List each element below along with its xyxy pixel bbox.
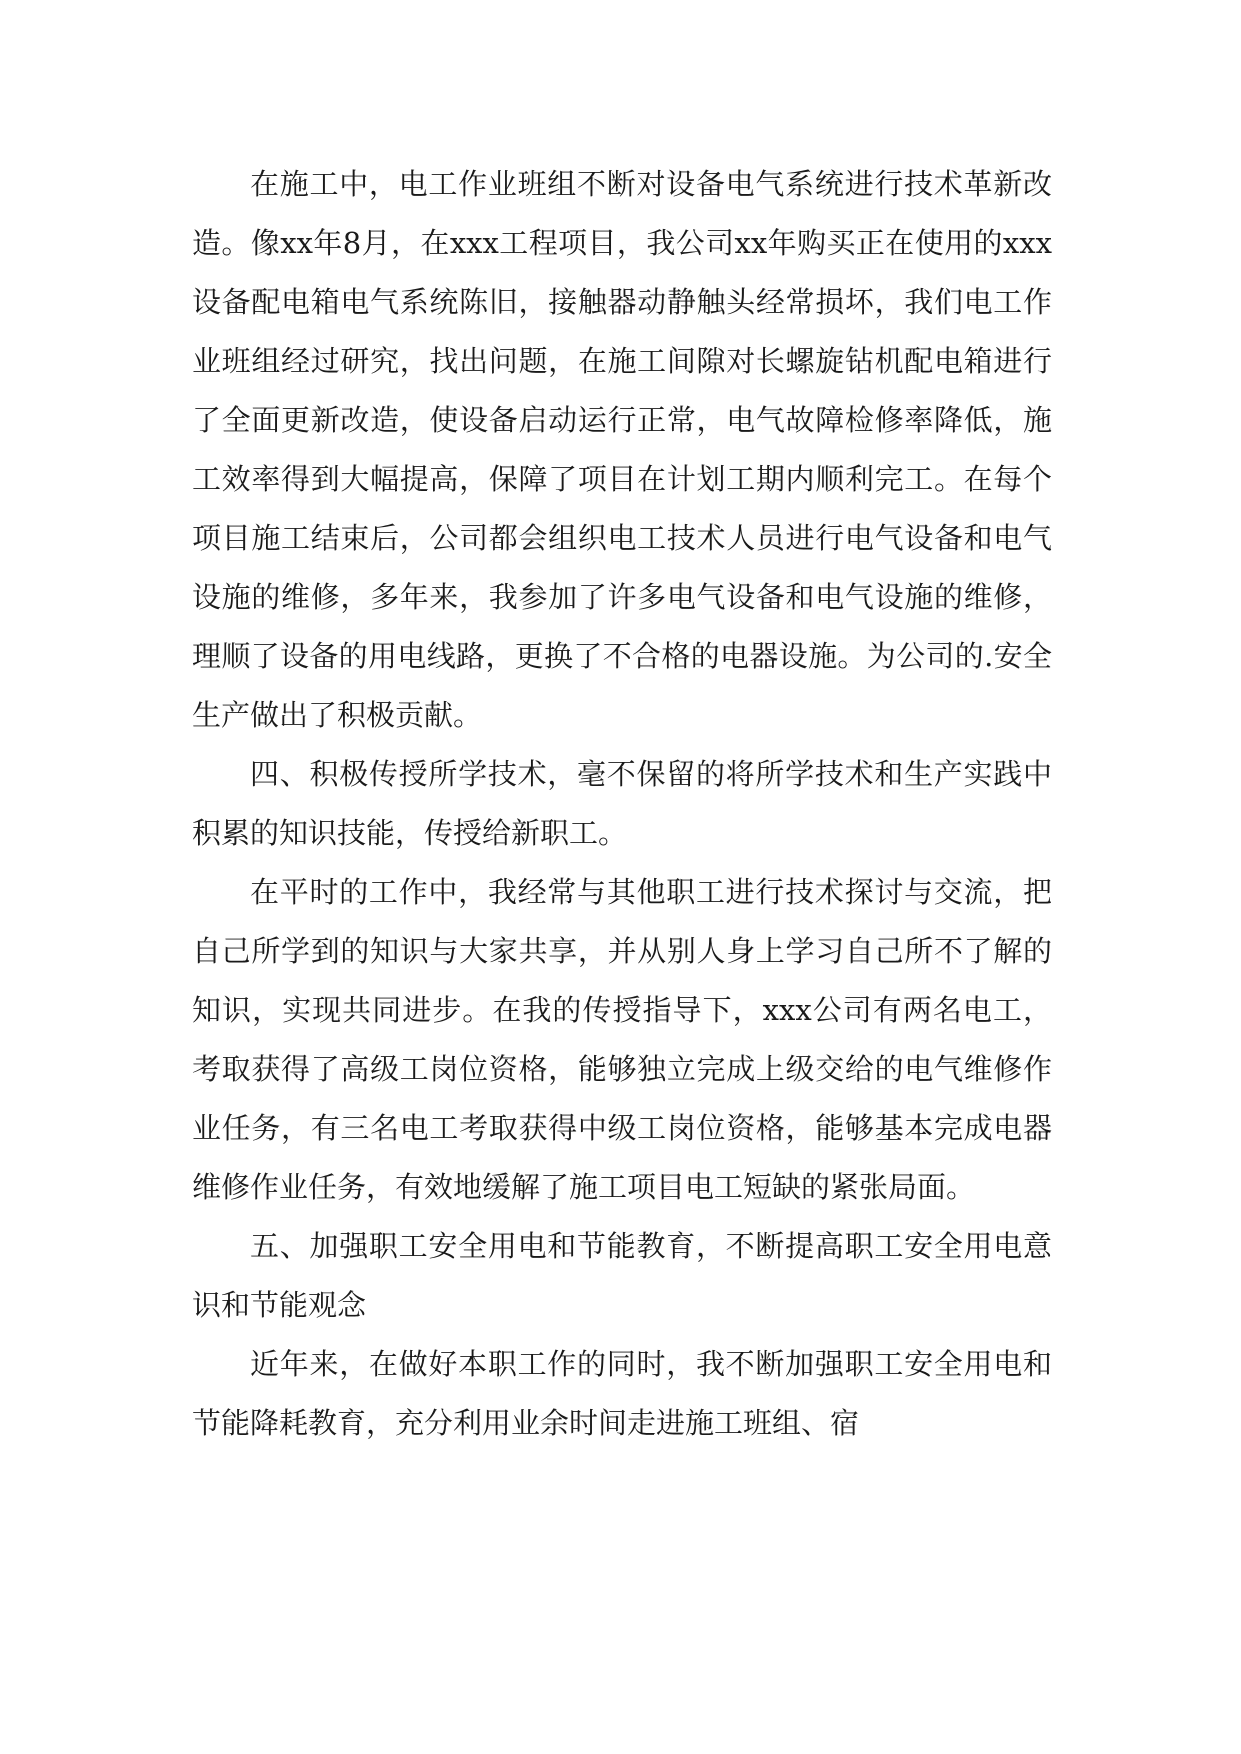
paragraph-knowledge-sharing: 在平时的工作中，我经常与其他职工进行技术探讨与交流，把自己所学到的知识与大家共享，并从别人身上学习自己所不了解的知识，实现共同进步。在我的传授指导下，xxx公司有两名电工，考取获得了高级工岗位资格，能够独立完成上级交给的电气维修作业任务，有三名电工考取获得中级工岗位资格，能够基本完成电器维修作业任务，有效地缓解了施工项目电工短缺的紧张局面。 xyxy=(192,875,1052,1204)
paragraph-safety-education: 近年来，在做好本职工作的同时，我不断加强职工安全用电和节能降耗教育，充分利用业余时间走进施工班组、宿 xyxy=(192,1347,1052,1440)
paragraph-technical-renovation: 在施工中，电工作业班组不断对设备电气系统进行技术革新改造。像xx年8月，在xxx工程项目，我公司xx年购买正在使用的xxx设备配电箱电气系统陈旧，接触器动静触头经常损坏，我们电工作业班组经过研究，找出问题，在施工间隙对长螺旋钻机配电箱进行了全面更新改造，使设备启动运行正常，电气故障检修率降低，施工效率得到大幅提高，保障了项目在计划工期内顺利完工。在每个项目施工结束后，公司都会组织电工技术人员进行电气设备和电气设施的维修，多年来，我参加了许多电气设备和电气设施的维修，理顺了设备的用电线路，更换了不合格的电器设施。为公司的.安全生产做出了积极贡献。 xyxy=(192,167,1052,732)
paragraph-section-five-heading: 五、加强职工安全用电和节能教育，不断提高职工安全用电意识和节能观念 xyxy=(192,1229,1052,1322)
document-body xyxy=(192,155,1052,1453)
paragraph-section-four-heading: 四、积极传授所学技术，毫不保留的将所学技术和生产实践中积累的知识技能，传授给新职工。 xyxy=(192,757,1052,850)
